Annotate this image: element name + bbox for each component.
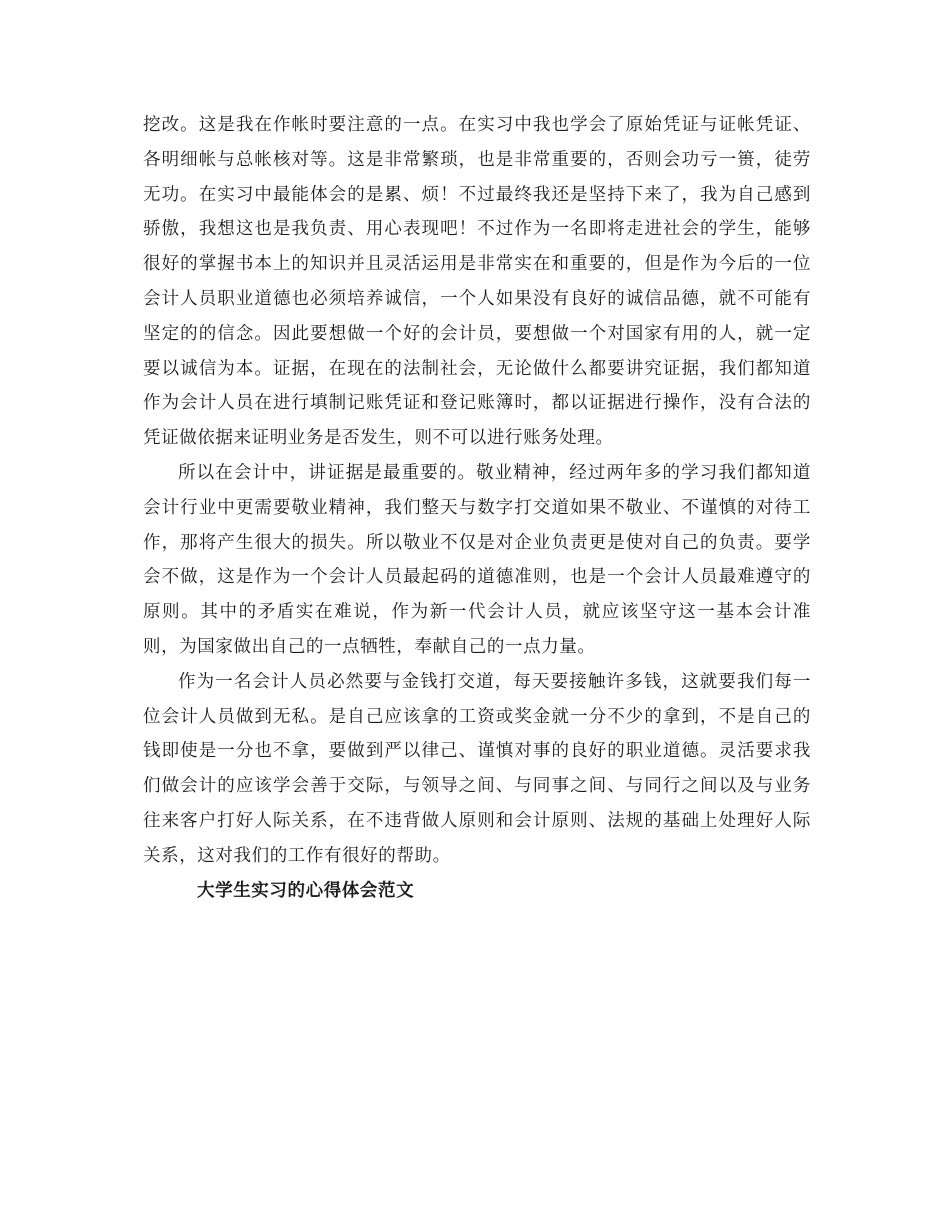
- document-body: [143, 108, 811, 908]
- paragraph-evidence: 所以在会计中，讲证据是最重要的。敬业精神，经过两年多的学习我们都知道会计行业中更需要敬业精神，我们整天与数字打交道如果不敬业、不谨慎的对待工作，那将产生很大的损失。所以敬业不仅是对企业负责更是使对自己的负责。要学会不做，这是作为一个会计人员最起码的道德准则，也是一个会计人员最难遵守的原则。其中的矛盾实在难说，作为新一代会计人员，就应该坚守这一基本会计准则，为国家做出自己的一点牺牲，奉献自己的一点力量。: [143, 462, 811, 657]
- paragraph-selflessness: 作为一名会计人员必然要与金钱打交道，每天要接触许多钱，这就要我们每一位会计人员做到无私。是自己应该拿的工资或奖金就一分不少的拿到，不是自己的钱即使是一分也不拿，要做到严以律己、谨慎对事的良好的职业道德。灵活要求我们做会计的应该学会善于交际，与领导之间、与同事之间、与同行之间以及与业务往来客户打好人际关系，在不违背做人原则和会计原则、法规的基础上处理好人际关系，这对我们的工作有很好的帮助。: [143, 671, 811, 866]
- section-heading: 大学生实习的心得体会范文: [197, 880, 415, 901]
- paragraph-continuation: 挖改。这是我在作帐时要注意的一点。在实习中我也学会了原始凭证与证帐凭证、各明细帐与总帐核对等。这是非常繁琐，也是非常重要的，否则会功亏一篑，徒劳无功。在实习中最能体会的是累、烦！不过最终我还是坚持下来了，我为自己感到骄傲，我想这也是我负责、用心表现吧！不过作为一名即将走进社会的学生，能够很好的掌握书本上的知识并且灵活运用是非常实在和重要的，但是作为今后的一位会计人员职业道德也必须培养诚信，一个人如果没有良好的诚信品德，就不可能有坚定的的信念。因此要想做一个好的会计员，要想做一个对国家有用的人，就一定要以诚信为本。证据，在现在的法制社会，无论做什么都要讲究证据，我们都知道作为会计人员在进行填制记账凭证和登记账簿时，都以证据进行操作，没有合法的凭证做依据来证明业务是否发生，则不可以进行账务处理。: [143, 115, 811, 449]
